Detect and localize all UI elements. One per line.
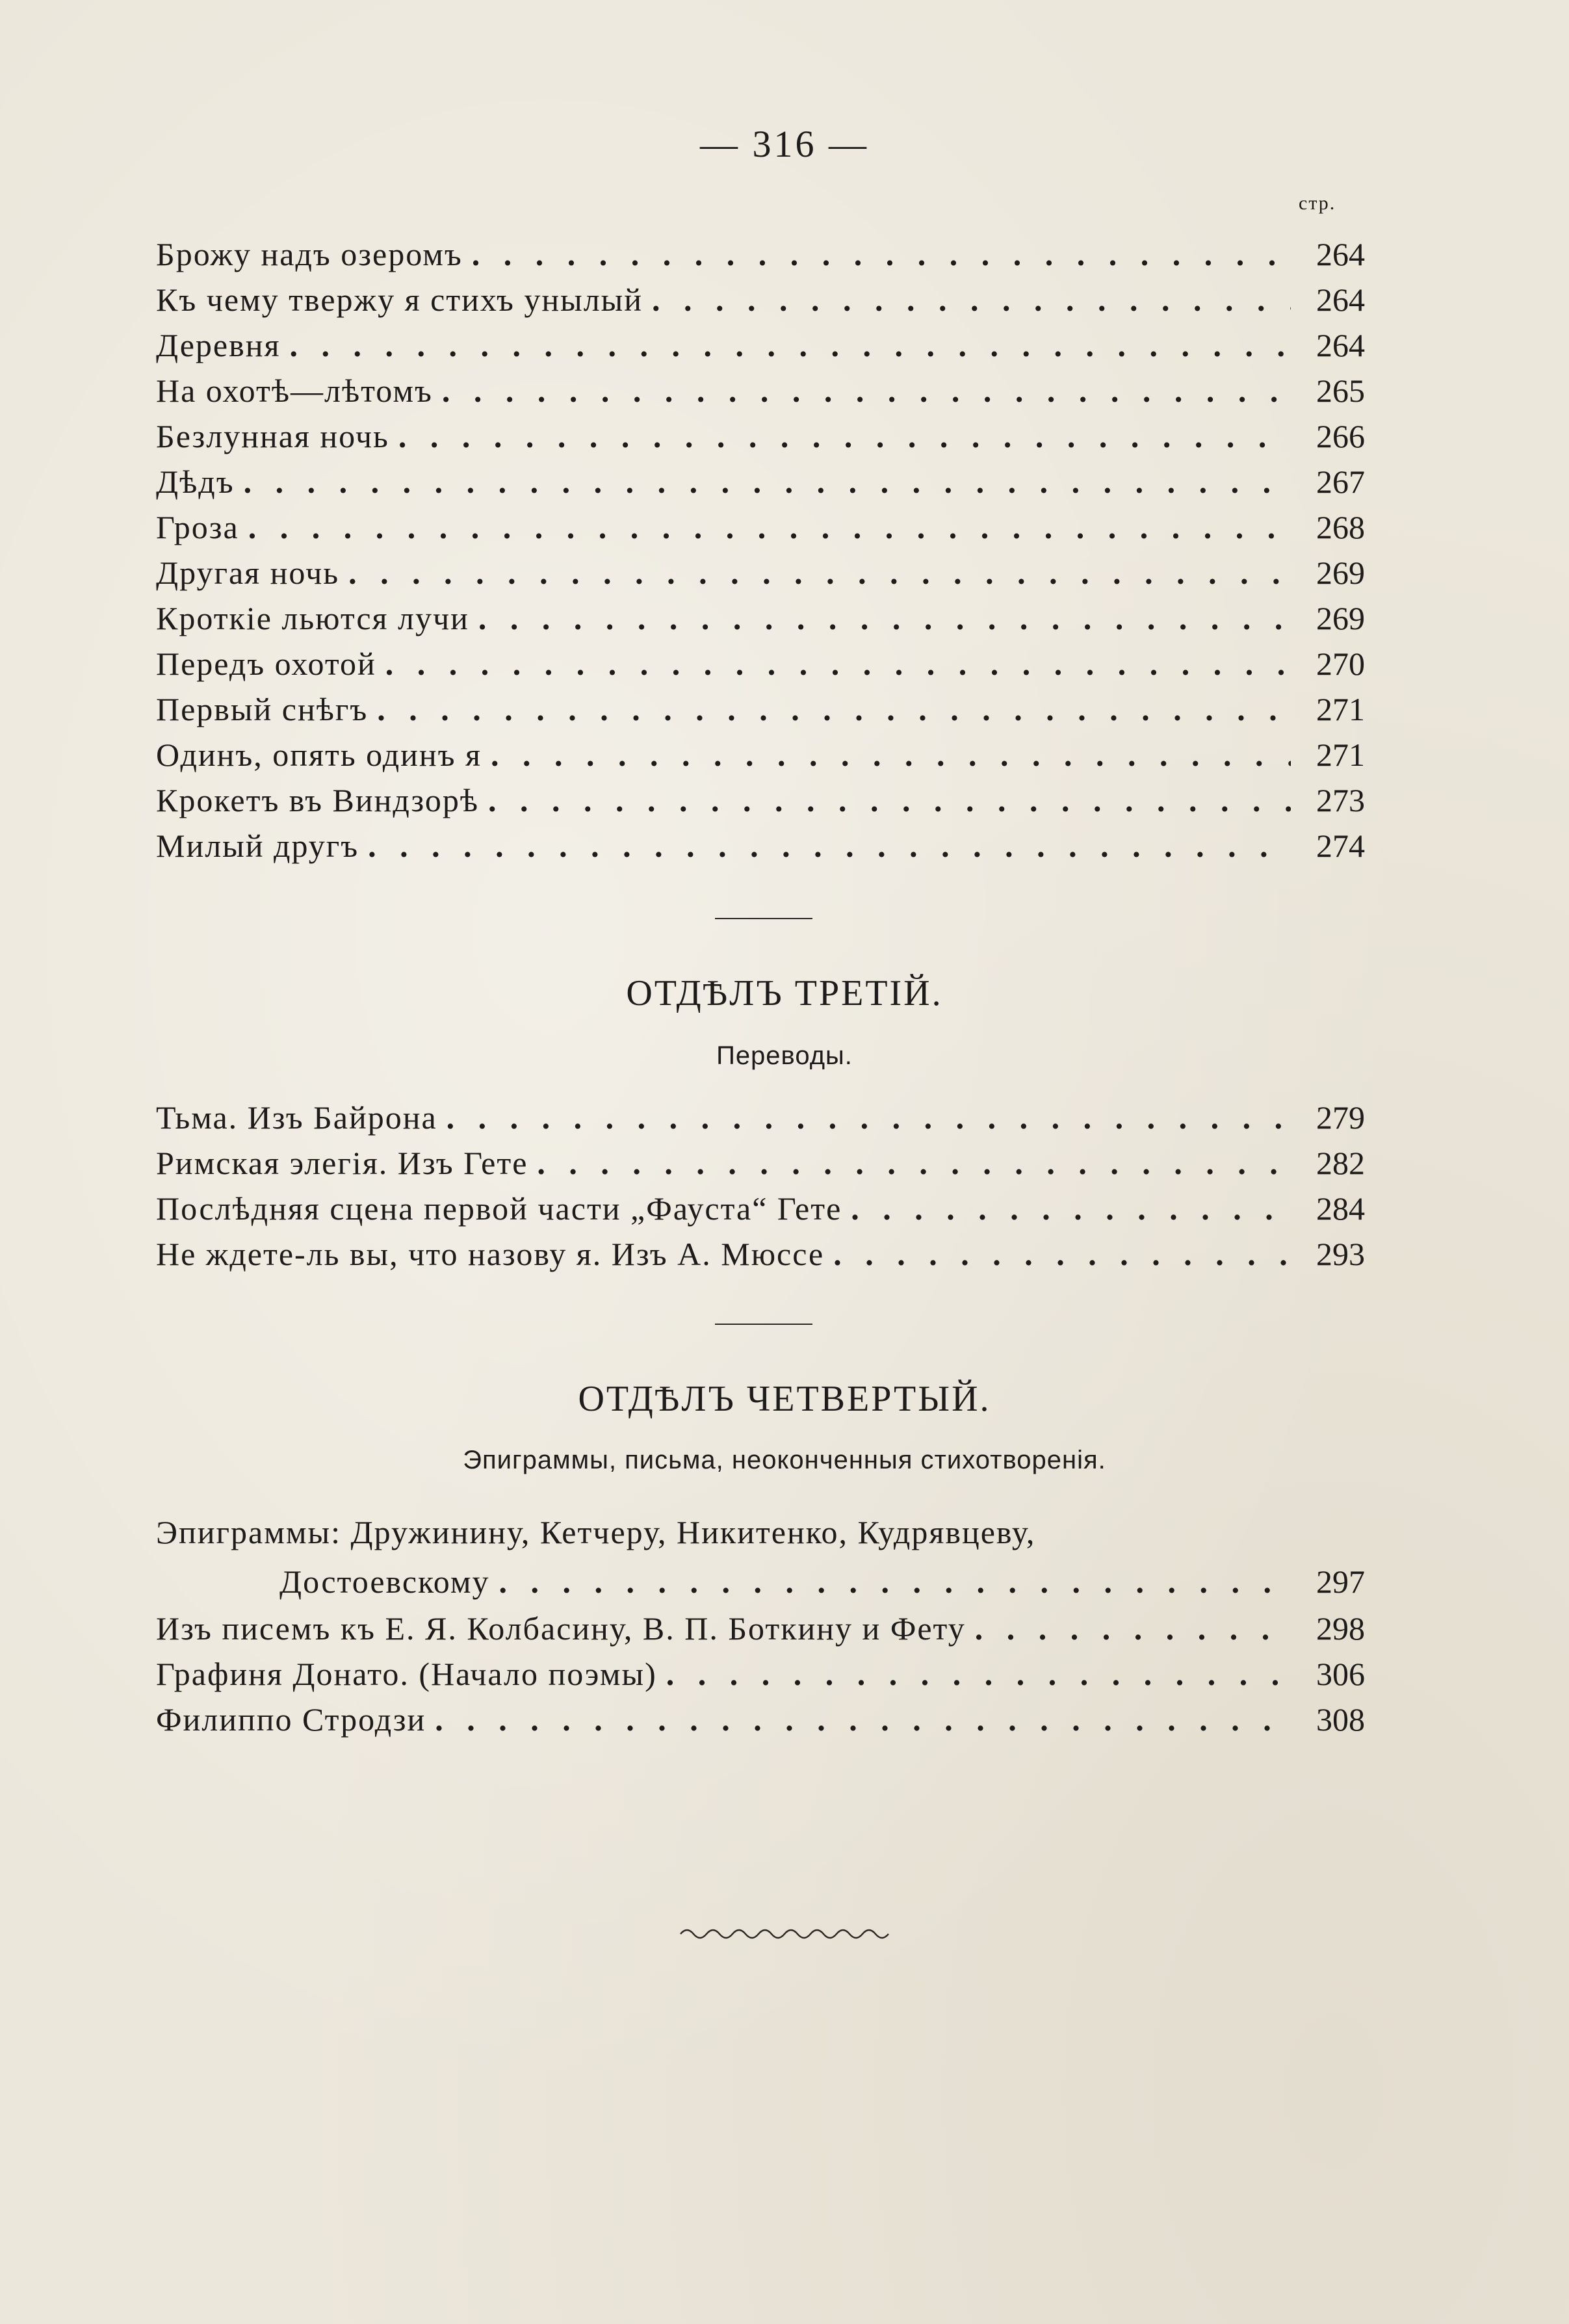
toc-entry: [156, 459, 1365, 504]
dot-leader: [377, 686, 1291, 732]
toc-entry-title: Милый другъ: [156, 828, 359, 864]
toc-entry-page: 264: [1316, 236, 1365, 272]
toc-entry: [156, 413, 1365, 459]
page-number-header: — 316 —: [700, 123, 869, 165]
dot-leader: [398, 413, 1291, 459]
dot-leader: [447, 1095, 1291, 1140]
section-three-title: ОТДѢЛЪ ТРЕТІЙ.: [626, 973, 943, 1013]
toc-entry-page: 282: [1316, 1145, 1365, 1181]
toc-entry-title: Гроза: [156, 509, 239, 545]
toc-entry-title: Передъ охотой: [156, 646, 376, 682]
toc-entry-page: 264: [1316, 327, 1365, 363]
toc-entry-page: 269: [1316, 600, 1365, 636]
toc-entry-title: Римская элегія. Изъ Гете: [156, 1145, 528, 1181]
toc-entry-title: Одинъ, опять одинъ я: [156, 737, 482, 773]
toc-entry: [156, 641, 1365, 686]
section-four-title: ОТДѢЛЪ ЧЕТВЕРТЫЙ.: [578, 1379, 991, 1419]
toc-entry-title: Графиня Донато. (Начало поэмы): [156, 1656, 657, 1692]
dot-leader: [442, 368, 1291, 413]
dot-leader: [385, 641, 1291, 686]
dot-leader: [472, 231, 1291, 277]
dot-leader: [537, 1140, 1291, 1186]
dot-leader: [244, 459, 1291, 504]
section-divider: [715, 918, 812, 919]
dot-leader: [491, 732, 1291, 777]
toc-entry-title: Не ждете-ль вы, что назову я. Изъ А. Мюссе: [156, 1236, 825, 1272]
dot-leader: [368, 823, 1291, 868]
toc-entry-title: Кроткіе льются лучи: [156, 600, 469, 636]
toc-entry: [156, 277, 1365, 322]
toc-entry-title: Первый снѣгъ: [156, 691, 369, 727]
toc-entry-page: 284: [1316, 1190, 1365, 1227]
toc-entry-page: 269: [1316, 555, 1365, 591]
toc-entry-page: 268: [1316, 509, 1365, 545]
dot-leader: [975, 1606, 1291, 1651]
toc-entry: [156, 823, 1365, 868]
dot-leader: [652, 277, 1291, 322]
toc-entry-page: 306: [1316, 1656, 1365, 1692]
toc-entry-title: Дѣдъ: [156, 463, 235, 500]
dot-leader: [435, 1697, 1291, 1742]
toc-entry-page: 293: [1316, 1236, 1365, 1272]
toc-entry: [279, 1559, 1365, 1604]
toc-entry-page: 265: [1316, 372, 1365, 409]
toc-entry: [156, 1231, 1365, 1277]
toc-entry-title: Къ чему твержу я стихъ унылый: [156, 281, 643, 318]
toc-entry-title: Достоевскому: [279, 1563, 490, 1600]
toc-entry-page: 273: [1316, 782, 1365, 818]
toc-entry-title: Крокетъ въ Виндзорѣ: [156, 782, 480, 818]
section-four-subtitle: Эпиграммы, письма, неоконченныя стихотворенія.: [463, 1446, 1106, 1474]
toc-entry: [156, 504, 1365, 550]
toc-entry: [156, 1651, 1365, 1697]
toc-entry-page: 298: [1316, 1610, 1365, 1647]
wavy-ornament-icon: [677, 1924, 892, 1944]
toc-entry: [156, 1140, 1365, 1186]
toc-entry-title: Другая ночь: [156, 555, 340, 591]
toc-entry-title: Безлунная ночь: [156, 418, 389, 454]
toc-entry-title: Брожу надъ озеромъ: [156, 236, 463, 272]
toc-entry-title: Тьма. Изъ Байрона: [156, 1099, 437, 1136]
dot-leader: [289, 322, 1291, 368]
toc-entry-page: 308: [1316, 1701, 1365, 1738]
dot-leader: [348, 550, 1291, 595]
toc-entry-page: 270: [1316, 646, 1365, 682]
dot-leader: [851, 1186, 1291, 1231]
toc-entry: [156, 1697, 1365, 1742]
page-column-label: стр.: [1299, 192, 1336, 214]
toc-entry-title: Послѣдняя сцена первой части „Фауста“ Гете: [156, 1190, 842, 1227]
toc-entry: [156, 595, 1365, 641]
dot-leader: [478, 595, 1291, 641]
dot-leader: [248, 504, 1291, 550]
toc-entry: [156, 1606, 1365, 1651]
section-divider: [715, 1324, 812, 1325]
toc-entry-page: 264: [1316, 281, 1365, 318]
toc-entry-page: 267: [1316, 463, 1365, 500]
toc-entry-title: Изъ писемъ къ Е. Я. Колбасину, В. П. Боткину и Фету: [156, 1610, 966, 1647]
toc-entry: [156, 732, 1365, 777]
toc-entry: [156, 1095, 1365, 1140]
toc-entry-page: 297: [1316, 1563, 1365, 1600]
toc-entry-page: 274: [1316, 828, 1365, 864]
section-three-subtitle: Переводы.: [716, 1041, 853, 1070]
dot-leader: [833, 1231, 1291, 1277]
toc-entry-title: На охотѣ—лѣтомъ: [156, 372, 433, 409]
toc-entry-title: Деревня: [156, 327, 281, 363]
toc-entry-title: Эпиграммы: Дружинину, Кетчеру, Никитенко, Кудрявцеву,: [156, 1514, 1036, 1550]
dot-leader: [499, 1559, 1291, 1604]
dot-leader: [488, 777, 1291, 823]
wavy-ornament: [0, 1924, 1569, 1950]
toc-entry: [156, 1186, 1365, 1231]
toc-entry-first-line: [156, 1509, 1365, 1555]
toc-entry: [156, 777, 1365, 823]
dot-leader: [666, 1651, 1291, 1697]
toc-entry-page: 271: [1316, 691, 1365, 727]
toc-entry: [156, 368, 1365, 413]
toc-entry-page: 266: [1316, 418, 1365, 454]
toc-entry-page: 279: [1316, 1099, 1365, 1136]
toc-entry-title: Филиппо Стродзи: [156, 1701, 426, 1738]
toc-entry: [156, 686, 1365, 732]
toc-entry-page: 271: [1316, 737, 1365, 773]
toc-entry: [156, 550, 1365, 595]
toc-entry: [156, 322, 1365, 368]
toc-entry: [156, 231, 1365, 277]
